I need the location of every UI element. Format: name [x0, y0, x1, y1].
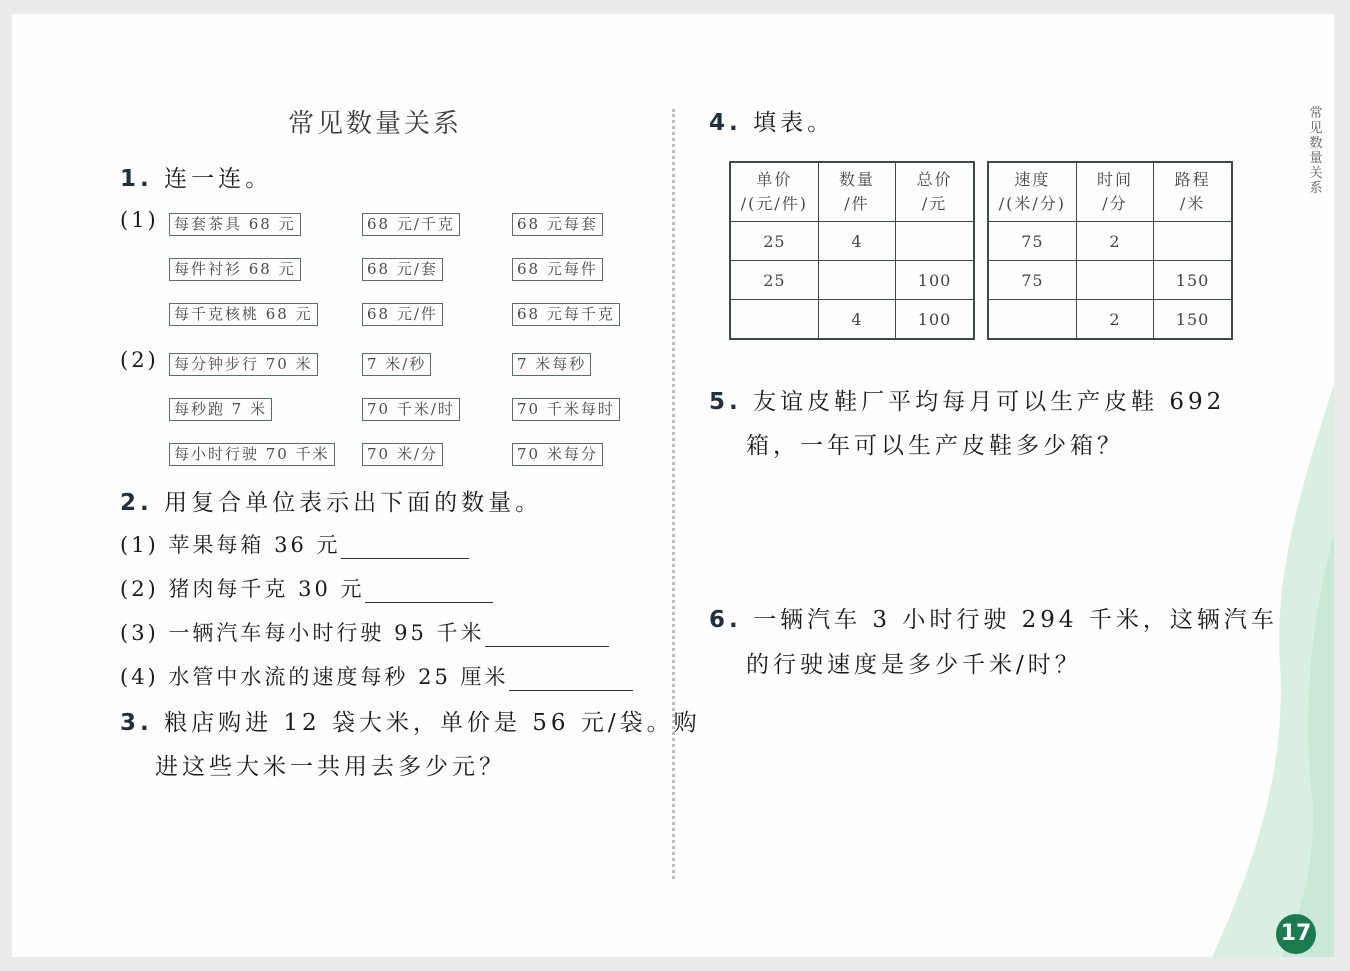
q2-item-text: (1) 苹果每箱 36 元	[120, 533, 341, 557]
q1-part1-label: (1)	[120, 208, 159, 232]
q2-item-text: (4) 水管中水流的速度每秒 25 厘米	[120, 665, 509, 689]
match-item[interactable]: 7 米每秒	[512, 353, 591, 376]
question-3-line1	[120, 704, 701, 737]
page-number: 17	[1276, 914, 1316, 954]
question-number: 2.	[120, 490, 153, 516]
table-header-cell: 路程 /米	[1154, 162, 1232, 222]
q1-part2-label: (2)	[120, 348, 159, 372]
side-section-label: 常见数量关系	[1309, 106, 1323, 196]
question-6-line1	[709, 601, 1278, 634]
question-number: 4.	[709, 110, 742, 136]
workbook-page	[12, 14, 1334, 957]
question-5-text: 友谊皮鞋厂平均每月可以生产皮鞋 692	[753, 389, 1226, 415]
q2-item	[120, 617, 609, 647]
q2-item	[120, 573, 493, 603]
table-cell: 100	[896, 261, 974, 300]
question-5-line1	[709, 383, 1225, 416]
match-item[interactable]: 每件衬衫 68 元	[169, 258, 301, 281]
table-cell-blank[interactable]	[1154, 222, 1232, 261]
table-cell: 25	[730, 261, 818, 300]
question-number: 1.	[120, 166, 153, 192]
table-cell: 100	[896, 300, 974, 340]
match-item[interactable]: 70 千米/时	[362, 398, 460, 421]
question-number: 3.	[120, 710, 153, 736]
table-cell: 2	[1076, 222, 1153, 261]
question-number: 6.	[709, 607, 742, 633]
table-header-row	[730, 162, 974, 222]
match-item[interactable]: 68 元/件	[362, 303, 443, 326]
table-row	[730, 300, 974, 340]
match-item[interactable]: 70 米/分	[362, 443, 443, 466]
table-row	[988, 300, 1232, 340]
q2-item	[120, 661, 633, 691]
table-row	[730, 261, 974, 300]
question-4-heading	[709, 104, 834, 137]
answer-blank[interactable]	[509, 668, 633, 691]
match-item[interactable]: 每秒跑 7 米	[169, 398, 272, 421]
question-3-text: 粮店购进 12 袋大米，单价是 56 元/袋。购	[164, 710, 701, 736]
match-item[interactable]: 68 元每千克	[512, 303, 620, 326]
question-4-title: 填表。	[753, 110, 835, 136]
table-cell: 4	[818, 222, 895, 261]
table-header-cell: 时间 /分	[1076, 162, 1153, 222]
table-header-cell: 单价 /(元/件)	[730, 162, 818, 222]
question-6-text: 一辆汽车 3 小时行驶 294 千米，这辆汽车	[753, 607, 1278, 633]
table-row	[730, 222, 974, 261]
table-header-cell: 数量 /件	[818, 162, 895, 222]
table-cell: 75	[988, 222, 1076, 261]
table-header-row	[988, 162, 1232, 222]
table-cell-blank[interactable]	[730, 300, 818, 340]
speed-table	[987, 161, 1233, 340]
table-cell: 25	[730, 222, 818, 261]
table-cell-blank[interactable]	[896, 222, 974, 261]
page-divider	[672, 109, 675, 879]
table-row	[988, 261, 1232, 300]
answer-blank[interactable]	[341, 536, 469, 559]
question-6-line2: 的行驶速度是多少千米/时？	[746, 652, 1082, 678]
price-table	[729, 161, 975, 340]
table-cell-blank[interactable]	[1076, 261, 1153, 300]
match-item[interactable]: 7 米/秒	[362, 353, 431, 376]
table-cell: 75	[988, 261, 1076, 300]
match-item[interactable]: 68 元每套	[512, 213, 603, 236]
match-item[interactable]: 70 米每分	[512, 443, 603, 466]
table-cell-blank[interactable]	[988, 300, 1076, 340]
table-cell: 150	[1154, 261, 1232, 300]
question-number: 5.	[709, 389, 742, 415]
question-3-line2: 进这些大米一共用去多少元？	[155, 754, 506, 780]
q2-item-text: (2) 猪肉每千克 30 元	[120, 577, 365, 601]
table-header-cell: 总价 /元	[896, 162, 974, 222]
table-cell-blank[interactable]	[818, 261, 895, 300]
section-title: 常见数量关系	[288, 109, 463, 139]
match-item[interactable]: 每分钟步行 70 米	[169, 353, 318, 376]
answer-blank[interactable]	[365, 580, 493, 603]
match-item[interactable]: 每千克核桃 68 元	[169, 303, 318, 326]
question-2-title: 用复合单位表示出下面的数量。	[164, 490, 543, 516]
table-cell: 2	[1076, 300, 1153, 340]
match-item[interactable]: 每小时行驶 70 千米	[169, 443, 335, 466]
q2-item-text: (3) 一辆汽车每小时行驶 95 千米	[120, 621, 485, 645]
match-item[interactable]: 68 元/套	[362, 258, 443, 281]
question-2-heading	[120, 484, 542, 517]
table-cell: 4	[818, 300, 895, 340]
table-row	[988, 222, 1232, 261]
match-item[interactable]: 每套茶具 68 元	[169, 213, 301, 236]
question-5-line2: 箱，一年可以生产皮鞋多少箱？	[746, 433, 1124, 459]
question-1-heading	[120, 160, 272, 193]
table-cell: 150	[1154, 300, 1232, 340]
match-item[interactable]: 68 元/千克	[362, 213, 460, 236]
match-item[interactable]: 70 千米每时	[512, 398, 620, 421]
table-header-cell: 速度 /(米/分)	[988, 162, 1076, 222]
question-1-title: 连一连。	[164, 166, 273, 192]
q2-item	[120, 529, 469, 559]
match-item[interactable]: 68 元每件	[512, 258, 603, 281]
answer-blank[interactable]	[485, 624, 609, 647]
